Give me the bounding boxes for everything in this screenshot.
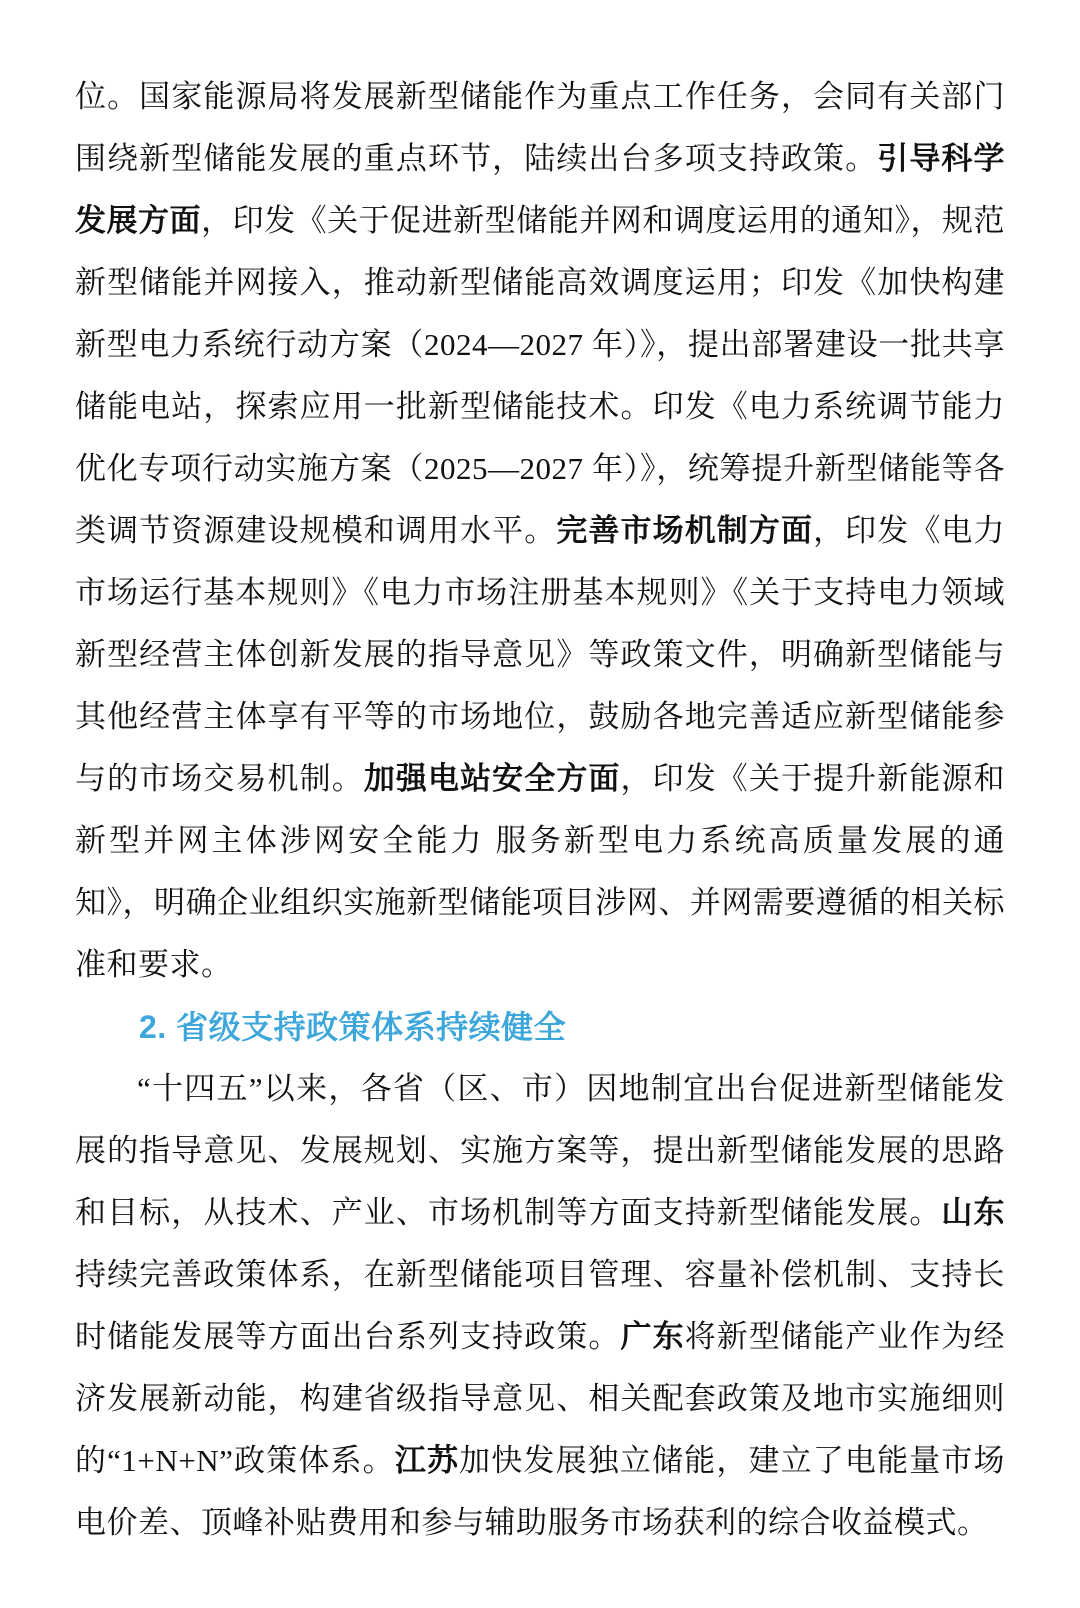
text-segment: 持续完善政策体系，在新型储能项目管理、容量补偿机制、支持长时储能发展等方面出台系列支持政策。 (75, 1257, 1005, 1354)
text-segment: 将新型储能产业作为经济发展新动能，构建省级指导意见、相关配套政策及地市实施细则的“1+N+N”政策体系。 (75, 1319, 1006, 1478)
bold-text-segment: 江苏 (394, 1443, 460, 1478)
text-segment: ，印发《关于促进新型储能并网和调度运用的通知》，规范新型储能并网接入，推动新型储能高效调度运用；印发《加快构建新型电力系统行动方案（2024—2027 年）》，提出部署建设一批共享储能电站，探索应用一批新型储能技术。印发《电力系统调节能力优化专项行动实施方案（2025—2027 年）》，统筹提升新型储能等各类调节资源建设规模和调用水平。 (75, 203, 1006, 548)
text-segment: 加快发展独立储能，建立了电能量市场电价差、顶峰补贴费用和参与辅助服务市场获利的综合收益模式。 (75, 1443, 1006, 1540)
paragraph-provincial-policy (75, 1058, 1005, 1554)
bold-text-segment: 加强电站安全方面 (363, 761, 621, 796)
bold-text-segment: 引导科学发展方面 (75, 141, 1006, 238)
text-segment: ，印发《关于提升新能源和新型并网主体涉网安全能力 服务新型电力系统高质量发展的通知》，明确企业组织实施新型储能项目涉网、并网需要遵循的相关标准和要求。 (75, 761, 1006, 982)
bold-text-segment: 完善市场机制方面 (556, 513, 814, 548)
bold-text-segment: 山东 (941, 1195, 1006, 1230)
text-segment: 位。国家能源局将发展新型储能作为重点工作任务，会同有关部门围绕新型储能发展的重点环节，陆续出台多项支持政策。 (75, 79, 1005, 176)
bold-text-segment: 广东 (620, 1319, 685, 1354)
text-segment: “十四五”以来，各省（区、市）因地制宜出台促进新型储能发展的指导意见、发展规划、实施方案等，提出新型储能发展的思路和目标，从技术、产业、市场机制等方面支持新型储能发展。 (75, 1071, 1005, 1230)
paragraph-national-policy (75, 66, 1005, 996)
text-segment: ，印发《电力市场运行基本规则》《电力市场注册基本规则》《关于支持电力领域新型经营主体创新发展的指导意见》等政策文件，明确新型储能与其他经营主体享有平等的市场地位，鼓励各地完善适应新型储能参与的市场交易机制。 (75, 513, 1006, 796)
section-heading-provincial-policy: 2. 省级支持政策体系持续健全 (139, 1009, 567, 1045)
